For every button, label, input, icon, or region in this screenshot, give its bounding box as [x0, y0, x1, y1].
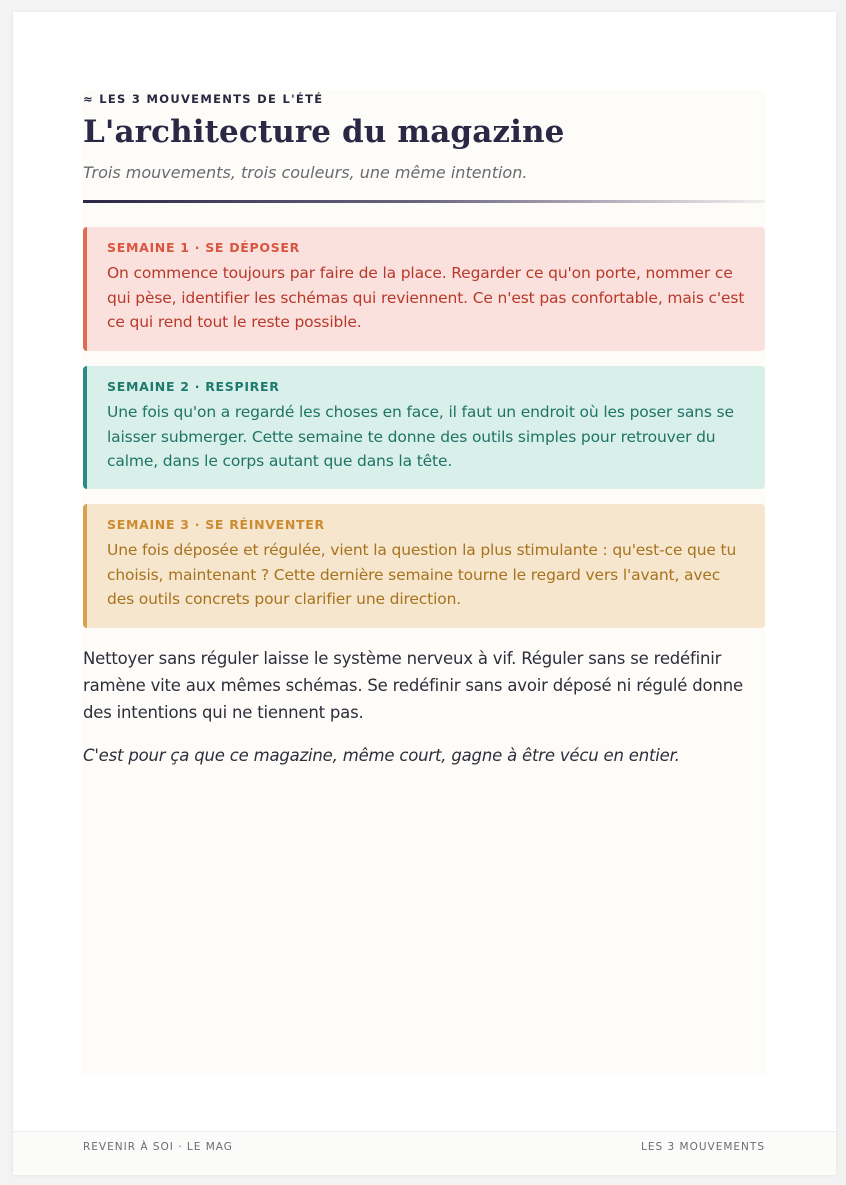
- section-kicker: ≈ LES 3 MOUVEMENTS DE L'ÉTÉ: [83, 92, 324, 106]
- footer-publication: REVENIR À SOI · LE MAG: [83, 1141, 233, 1153]
- body-paragraph: Nettoyer sans réguler laisse le système nerveux à vif. Réguler sans se redéfinir ramène vite aux mêmes schémas. Se redéfinir sans avoir déposé ni régulé donne des intentions qui ne tiennent pas.: [83, 649, 743, 722]
- content-area: [83, 90, 765, 1075]
- week-2-text: Une fois qu'on a regardé les choses en face, il faut un endroit où les poser sans se laisser submerger. Cette semaine te donne des outils simples pour retrouver du calme, dans le corps autant que dans la tête.: [107, 403, 734, 470]
- footer-section: LES 3 MOUVEMENTS: [641, 1141, 765, 1153]
- week-3-label: SEMAINE 3 · SE RÉINVENTER: [107, 517, 325, 532]
- week-1-text: On commence toujours par faire de la place. Regarder ce qu'on porte, nommer ce qui pèse, identifier les schémas qui reviennent. Ce n'est pas confortable, mais c'est ce qui rend tout le reste possible.: [107, 264, 745, 331]
- week-3-text: Une fois déposée et régulée, vient la question la plus stimulante : qu'est-ce que tu choisis, maintenant ? Cette dernière semaine tourne le regard vers l'avant, avec des outils concrets pour clarifier une direction.: [107, 541, 737, 608]
- page-subtitle: Trois mouvements, trois couleurs, une même intention.: [83, 163, 528, 182]
- week-1-label: SEMAINE 1 · SE DÉPOSER: [107, 240, 300, 255]
- week-2-label: SEMAINE 2 · RESPIRER: [107, 379, 280, 394]
- closing-paragraph: C'est pour ça que ce magazine, même court, gagne à être vécu en entier.: [83, 746, 680, 765]
- page-title: L'architecture du magazine: [83, 114, 565, 150]
- magazine-page: [13, 12, 836, 1174]
- week-1-card: [83, 227, 765, 351]
- week-3-card: [83, 504, 765, 628]
- page-footer: [13, 1131, 836, 1175]
- title-divider: [83, 200, 765, 203]
- week-2-card: [83, 366, 765, 489]
